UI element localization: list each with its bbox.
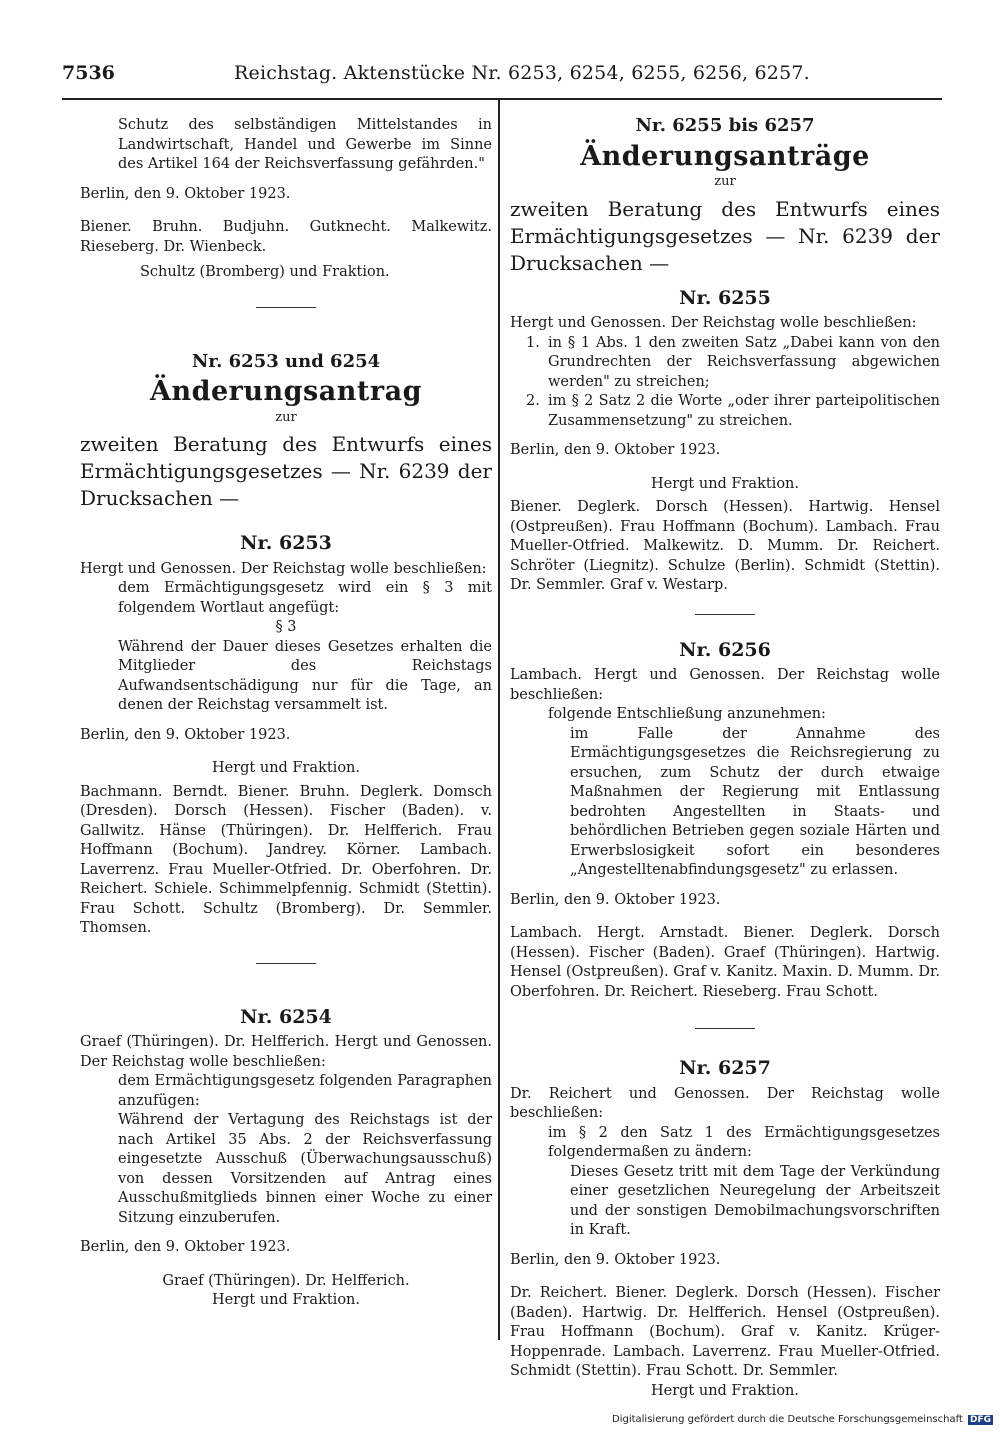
motion-heading-6256: Nr. 6256 bbox=[679, 638, 771, 661]
lead-signer: Hergt und Fraktion. bbox=[650, 475, 799, 492]
page-number: 7536 bbox=[62, 62, 115, 84]
motion-text: Während der Dauer dieses Gesetzes erhalten die Mitglieder des Reichstags Aufwandsentschädigung nur für die Tage, an denen der Reichstag versammelt ist. bbox=[118, 638, 492, 713]
motion-instruction: folgende Entschließung anzunehmen: bbox=[548, 706, 826, 722]
motion-text: im Falle der Annahme des Ermächtigungsgesetzes die Reichsregierung zu ersuchen, zum Schutz der durch etwaige Maßnahmen der Regierung mit Entlassung bedrohten Angestellten in Staats- und behördlichen Betrieben gegen soziale Härten und Erwerbslosigkeit sofort ein besonderes „Angestelltenabfindungsgesetz" zu erlassen. bbox=[570, 725, 940, 878]
motion-instruction: dem Ermächtigungsgesetz folgenden Paragraphen anzufügen: bbox=[118, 1073, 492, 1109]
intro-text: Schutz des selbständigen Mittelstandes in Landwirtschaft, Handel und Gewerbe im Sinne des Artikel 164 der Reichsverfassung gefährden." bbox=[118, 117, 492, 172]
item-number: 1. bbox=[526, 334, 540, 351]
motion-mover: Hergt und Genossen. Der Reichstag wolle beschließen: bbox=[80, 560, 487, 577]
motion-instruction: dem Ermächtigungsgesetz wird ein § 3 mit folgendem Wortlaut angefügt: bbox=[118, 580, 492, 616]
lead-signer: Hergt und Fraktion. bbox=[211, 1292, 360, 1308]
motion-mover: Dr. Reichert und Genossen. Der Reichstag wolle beschließen: bbox=[510, 1085, 940, 1121]
left-column bbox=[80, 116, 492, 1311]
motion-heading-6254: Nr. 6254 bbox=[240, 1005, 332, 1028]
signers: Lambach. Hergt. Arnstadt. Biener. Deglerk. Dorsch (Hessen). Fischer (Baden). Graef (Thüringen). Hartwig. Hensel (Ostpreußen). Graf v. Kanitz. Maxin. D. Mumm. Dr. Oberfohren. Dr. Reichert. Rieseberg. Frau Schott. bbox=[510, 925, 940, 1000]
running-title: Reichstag. Aktenstücke Nr. 6253, 6254, 6255, 6256, 6257. bbox=[234, 62, 810, 84]
motion-heading-6255: Nr. 6255 bbox=[679, 286, 771, 309]
signers: Biener. Deglerk. Dorsch (Hessen). Hartwig. Hensel (Ostpreußen). Frau Hoffmann (Bochum). Lambach. Frau Mueller-Otfried. Malkewitz. D. Mumm. Dr. Reichert. Schröter (Liegnitz). Schulze (Berlin). Schmidt (Stettin). Dr. Semmler. Graf v. Westarp. bbox=[510, 499, 940, 593]
motion-mover: Hergt und Genossen. Der Reichstag wolle beschließen: bbox=[510, 315, 917, 331]
zur-label: zur bbox=[275, 409, 297, 425]
list-item bbox=[526, 334, 940, 393]
signers: Dr. Reichert. Biener. Deglerk. Dorsch (Hessen). Fischer (Baden). Hartwig. Dr. Helfferich. Hensel (Ostpreußen). Frau Hoffmann (Bochum). Graf v. Kanitz. Krüger-Hoppenrade. Lambach. Laverrenz. Frau Mueller-Otfried. Schmidt (Stettin). Frau Schott. Dr. Semmler. bbox=[510, 1285, 940, 1379]
motion-instruction: im § 2 den Satz 1 des Ermächtigungsgesetzes folgendermaßen zu ändern: bbox=[548, 1124, 940, 1160]
separator bbox=[256, 963, 316, 964]
dfg-logo: DFG bbox=[970, 1415, 992, 1425]
page-header bbox=[62, 58, 942, 100]
motion-mover: Lambach. Hergt und Genossen. Der Reichstag wolle beschließen: bbox=[510, 667, 940, 703]
lead-signer: Hergt und Fraktion. bbox=[211, 760, 360, 776]
date-line: Berlin, den 9. Oktober 1923. bbox=[80, 726, 291, 743]
motion-heading-6257: Nr. 6257 bbox=[679, 1057, 771, 1079]
date-line: Berlin, den 9. Oktober 1923. bbox=[510, 1251, 721, 1268]
column-divider bbox=[498, 100, 500, 1340]
motion-text: Dieses Gesetz tritt mit dem Tage der Verkündung einer gesetzlichen Neuregelung der Arbeitszeit und der sonstigen Demobilmachungsvorschriften in Kraft. bbox=[570, 1163, 940, 1238]
section-subtitle: zweiten Beratung des Entwurfs eines Ermächtigungsgesetzes — Nr. 6239 der Drucksachen — bbox=[510, 196, 940, 275]
date-line: Berlin, den 9. Oktober 1923. bbox=[510, 442, 721, 458]
zur-label: zur bbox=[714, 174, 736, 189]
separator bbox=[695, 1028, 755, 1029]
paragraph-sign: § 3 bbox=[275, 619, 297, 635]
date-line: Berlin, den 9. Oktober 1923. bbox=[510, 891, 721, 908]
footer-credit bbox=[612, 1414, 993, 1425]
list-item bbox=[526, 392, 940, 431]
motion-mover: Graef (Thüringen). Dr. Helfferich. Hergt und Genossen. Der Reichstag wolle beschließen: bbox=[80, 1034, 492, 1070]
section-number-heading: Nr. 6255 bis 6257 bbox=[635, 115, 815, 136]
signers: Graef (Thüringen). Dr. Helfferich. bbox=[162, 1272, 410, 1289]
section-title: Änderungsanträge bbox=[580, 140, 870, 172]
date-line: Berlin, den 9. Oktober 1923. bbox=[80, 185, 291, 202]
separator bbox=[256, 307, 316, 308]
right-column bbox=[510, 116, 940, 1401]
section-title: Änderungsantrag bbox=[150, 376, 422, 407]
item-number: 2. bbox=[526, 393, 540, 409]
motion-text: Während der Vertagung des Reichstags ist der nach Artikel 35 Abs. 2 der Reichsverfassung eingesetzte Ausschuß (Überwachungsausschuß) von dessen Vorsitzenden auf Antrag eines Ausschußmitglieds binnen einer Woche zu einer Sitzung einzuberufen. bbox=[118, 1112, 492, 1226]
item-text: in § 1 Abs. 1 den zweiten Satz „Dabei kann von den Grundrechten der Reichsverfassung abgewichen werden" zu streichen; bbox=[548, 334, 940, 390]
section-subtitle: zweiten Beratung des Entwurfs eines Ermächtigungsgesetzes — Nr. 6239 der Drucksachen — bbox=[80, 432, 492, 510]
lead-signer: Hergt und Fraktion. bbox=[650, 1382, 799, 1399]
item-text: im § 2 Satz 2 die Worte „oder ihrer parteipolitischen Zusammensetzung" zu streichen. bbox=[548, 393, 940, 429]
signers: Biener. Bruhn. Budjuhn. Gutknecht. Malkewitz. Rieseberg. Dr. Wienbeck. bbox=[80, 219, 492, 255]
date-line: Berlin, den 9. Oktober 1923. bbox=[80, 1239, 291, 1255]
footer-text: Digitalisierung gefördert durch die Deutsche Forschungsgemeinschaft bbox=[612, 1414, 963, 1425]
signers-party: Schultz (Bromberg) und Fraktion. bbox=[140, 264, 390, 280]
signers: Bachmann. Berndt. Biener. Bruhn. Deglerk. Domsch (Dresden). Dorsch (Hessen). Fischer (Baden). v. Gallwitz. Hänse (Thüringen). Dr. Helfferich. Frau Hoffmann (Bochum). Jandrey. Körner. Lambach. Laverrenz. Frau Mueller-Otfried. Dr. Oberfohren. Dr. Reichert. Schiele. Schimmelpfennig. Schmidt (Stettin). Frau Schott. Schultz (Bromberg). Dr. Semmler. Thomsen. bbox=[80, 783, 492, 936]
motion-heading-6253: Nr. 6253 bbox=[240, 532, 332, 554]
section-number-heading: Nr. 6253 und 6254 bbox=[191, 350, 381, 372]
separator bbox=[695, 614, 755, 615]
